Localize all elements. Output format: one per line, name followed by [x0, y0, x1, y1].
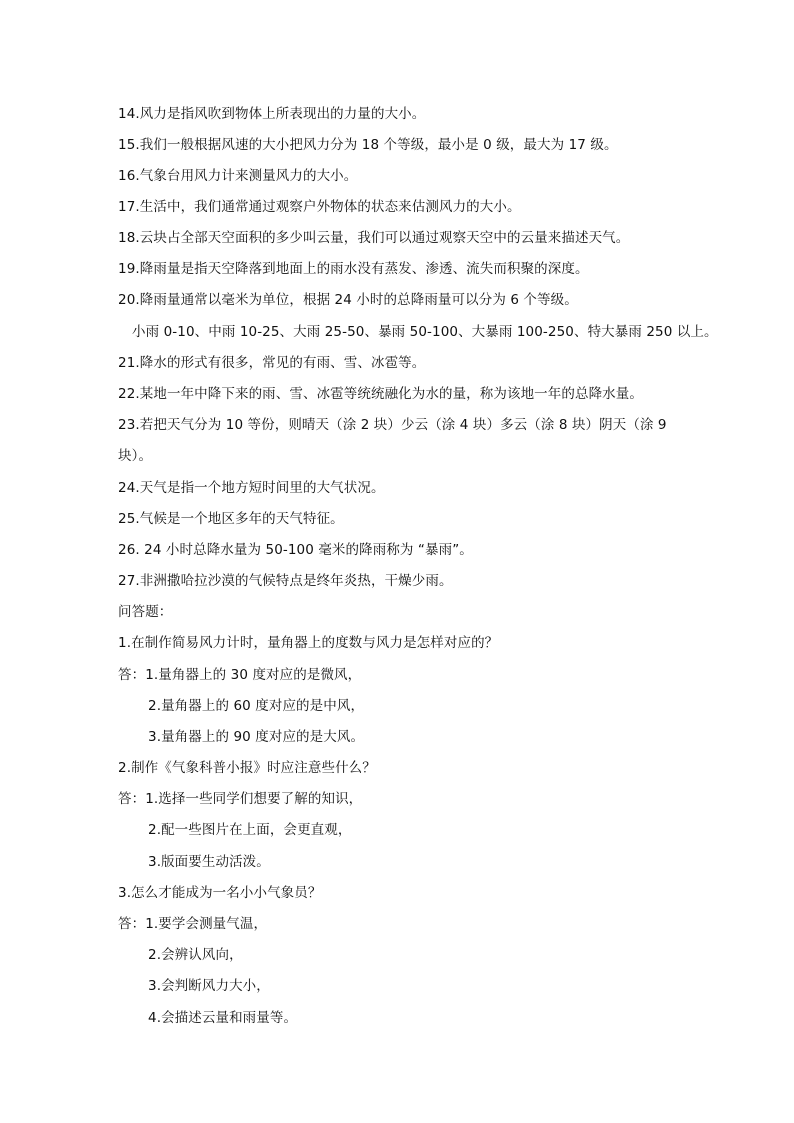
answer-prefix: 答： — [118, 916, 146, 932]
answer-2-line-3: 3.版面要生动活泼。 — [148, 854, 270, 870]
statement-18: 18.云块占全部天空面积的多少叫云量，我们可以通过观察天空中的云量来描述天气。 — [118, 230, 630, 246]
statement-23: 23.若把天气分为 10 等份，则晴天（涂 2 块）少云（涂 4 块）多云（涂 8 块）阴天（涂 9 — [118, 417, 667, 433]
answer-3-line-1 — [118, 914, 678, 934]
statement-27: 27.非洲撒哈拉沙漠的气候特点是终年炎热，干燥少雨。 — [118, 573, 453, 589]
statement-16: 16.气象台用风力计来测量风力的大小。 — [118, 168, 358, 184]
question-3: 3.怎么才能成为一名小小气象员？ — [118, 885, 322, 901]
answer-text: 1.选择一些同学们想要了解的知识， — [145, 791, 363, 807]
statement-22: 22.某地一年中降下来的雨、雪、冰雹等统统融化为水的量，称为该地一年的总降水量。 — [118, 386, 643, 402]
statement-23-continued: 块）。 — [118, 448, 153, 464]
answer-1-line-2: 2.量角器上的 60 度对应的是中风， — [148, 698, 365, 714]
answer-prefix: 答： — [118, 791, 146, 807]
answer-prefix: 答： — [118, 667, 146, 683]
answer-2-line-1 — [118, 789, 678, 809]
qa-heading: 问答题： — [118, 604, 173, 620]
statement-24: 24.天气是指一个地方短时间里的大气状况。 — [118, 480, 385, 496]
question-1: 1.在制作简易风力计时，量角器上的度数与风力是怎样对应的？ — [118, 635, 499, 651]
rainfall-levels: 小雨 0-10、中雨 10-25、大雨 25-50、暴雨 50-100、大暴雨 100-250、特大暴雨 250 以上。 — [132, 324, 718, 340]
statement-14: 14.风力是指风吹到物体上所表现出的力量的大小。 — [118, 106, 426, 122]
statement-25: 25.气候是一个地区多年的天气特征。 — [118, 511, 344, 527]
answer-2-line-2: 2.配一些图片在上面，会更直观， — [148, 822, 352, 838]
statement-19: 19.降雨量是指天空降落到地面上的雨水没有蒸发、渗透、流失而积聚的深度。 — [118, 261, 589, 277]
statement-20: 20.降雨量通常以毫米为单位，根据 24 小时的总降雨量可以分为 6 个等级。 — [118, 292, 578, 308]
answer-3-line-3: 3.会判断风力大小， — [148, 978, 270, 994]
statement-15: 15.我们一般根据风速的大小把风力分为 18 个等级，最小是 0 级，最大为 17 级。 — [118, 137, 618, 153]
question-2: 2.制作《气象科普小报》时应注意些什么？ — [118, 760, 376, 776]
answer-1-line-1 — [118, 665, 678, 685]
answer-text: 1.量角器上的 30 度对应的是微风， — [145, 667, 362, 683]
statement-17: 17.生活中，我们通常通过观察户外物体的状态来估测风力的大小。 — [118, 199, 521, 215]
answer-3-line-2: 2.会辨认风向， — [148, 947, 243, 963]
statement-21: 21.降水的形式有很多，常见的有雨、雪、冰雹等。 — [118, 355, 426, 371]
answer-text: 1.要学会测量气温， — [145, 916, 268, 932]
answer-3-line-4: 4.会描述云量和雨量等。 — [148, 1010, 298, 1026]
answer-1-line-3: 3.量角器上的 90 度对应的是大风。 — [148, 729, 365, 745]
statement-26: 26. 24 小时总降水量为 50-100 毫米的降雨称为 “暴雨”。 — [118, 542, 473, 558]
